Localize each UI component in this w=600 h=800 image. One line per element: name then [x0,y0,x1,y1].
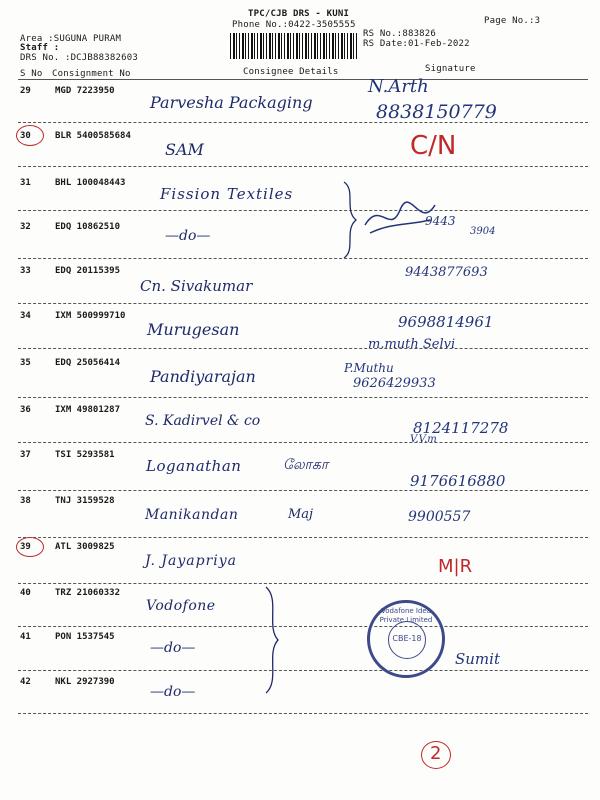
row-signature: C/N [410,131,457,161]
drs-number: DRS No. :DCJB88382603 [20,53,138,63]
doc-title: TPC/CJB DRS - KUNI [248,9,350,19]
row-consignment: IXM 49801287 [55,405,121,415]
col-sno: S No [20,69,43,79]
row-divider [18,713,588,714]
phone-number: Phone No.:0422-3505555 [232,20,356,30]
row-tamil-name: லோகா [283,457,329,473]
row-sno: 32 [20,222,31,232]
row-signature-extra: 3904 [470,226,496,237]
row-consignment: BLR 5400585684 [55,131,131,141]
row-divider [18,122,588,123]
company-stamp [367,600,445,678]
row-consignment: PON 1537545 [55,632,115,642]
row-consignment: TSI 5293581 [55,450,115,460]
row-divider [18,442,588,443]
row-sno: 38 [20,496,31,506]
col-consignment: Consignment No [52,69,131,79]
area-label: Area :SUGUNA PURAM [20,34,122,44]
row-consignee: Pandiyarajan [150,367,256,386]
row-consignee: SAM [165,140,204,159]
row-signature: 9443877693 [405,265,488,280]
row-signature: M|R [438,556,473,577]
row-divider [18,583,588,584]
row-divider [18,166,588,167]
row-divider [18,397,588,398]
row-phone: 9626429933 [353,376,436,391]
row-consignee: Loganathan [146,457,242,475]
col-consignee: Consignee Details [243,67,339,77]
row-consignment: ATL 3009825 [55,542,115,552]
row-divider [18,348,588,349]
header-divider [18,79,588,80]
row-signature: m.muth Selvi [368,337,456,352]
row-signature: V.V.m [410,434,437,445]
row-divider [18,210,588,211]
row-divider [18,490,588,491]
row-consignee-extra: Maj [288,507,314,522]
stamp-code: CBE-18 [392,634,422,643]
row-consignee: S. Kadirvel & co [145,413,261,429]
row-consignee: Vodofone [146,598,216,614]
row-phone: 8838150779 [376,101,497,123]
row-consignee: Murugesan [147,320,240,339]
col-signature: Signature [425,64,476,74]
row-sno: 35 [20,358,31,368]
row-phone: 9698814961 [398,313,494,331]
row-signature: N.Arth [368,76,429,97]
row-signature: P.Muthu [344,361,394,375]
row-divider [18,537,588,538]
row-consignment: NKL 2927390 [55,677,115,687]
row-divider [18,258,588,259]
row-signature: Sumit [455,650,500,668]
row-phone: 8124117278 [413,419,509,437]
row-sno: 31 [20,178,31,188]
row-consignee: —do— [165,228,211,244]
row-consignment: MGD 7223950 [55,86,115,96]
row-consignee: Fission Textiles [160,185,294,203]
row-sno: 39 [20,542,31,552]
row-sno: 37 [20,450,31,460]
staff-label: Staff : [20,43,60,53]
row-sno: 36 [20,405,31,415]
brace-mark [262,585,284,695]
row-phone: 9176616880 [410,472,506,490]
rs-number: RS No.:883826 [363,29,437,39]
row-sno: 42 [20,677,31,687]
page-mark: 2 [430,743,442,764]
page-number: Page No.:3 [484,16,541,26]
row-consignee: Manikandan [145,507,239,523]
row-consignment: EDQ 20115395 [55,266,121,276]
row-sno: 29 [20,86,31,96]
barcode [230,33,358,59]
row-divider [18,670,588,671]
row-divider [18,626,588,627]
row-consignee: J. Jayapriya [145,553,238,569]
row-signature: 9443 [425,214,456,228]
row-consignee: —do— [150,640,196,656]
row-sno: 33 [20,266,31,276]
row-consignee: Parvesha Packaging [150,93,313,112]
row-consignee: Cn. Sivakumar [140,277,253,295]
row-sno: 30 [20,131,31,141]
stamp-text: Vodafone Idea Private Limited [379,607,433,624]
rs-date: RS Date:01-Feb-2022 [363,39,470,49]
row-consignment: IXM 500999710 [55,311,126,321]
row-signature: 9900557 [408,509,471,525]
row-consignment: EDQ 25056414 [55,358,121,368]
row-sno: 41 [20,632,31,642]
row-consignment: TNJ 3159528 [55,496,115,506]
row-consignment: TRZ 21060332 [55,588,121,598]
row-consignee: —do— [150,684,196,700]
row-consignment: BHL 100048443 [55,178,126,188]
row-divider [18,303,588,304]
row-consignment: EDQ 10862510 [55,222,121,232]
row-sno: 40 [20,588,31,598]
brace-mark [340,180,362,260]
row-sno: 34 [20,311,31,321]
